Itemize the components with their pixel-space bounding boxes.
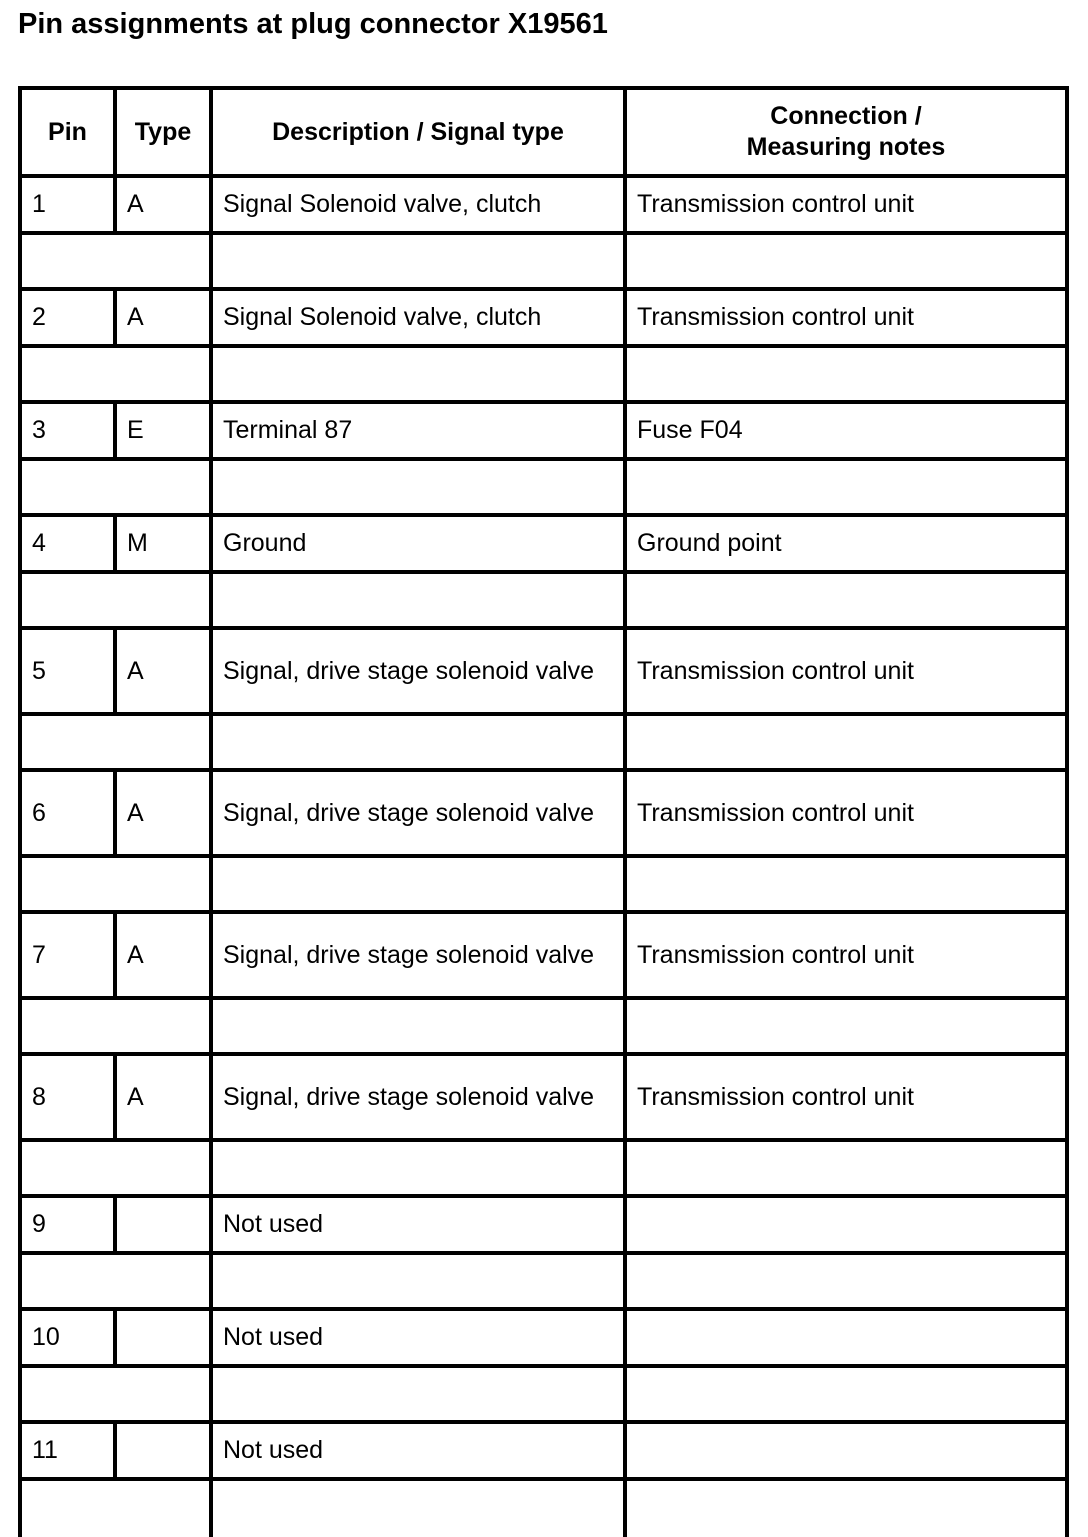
- cell-connection: Ground point: [625, 515, 1067, 572]
- spacer-cell: [625, 346, 1067, 402]
- cell-description: Not used: [211, 1422, 625, 1479]
- spacer-cell: [211, 856, 625, 912]
- spacer-row: [20, 1253, 1067, 1309]
- spacer-cell: [625, 998, 1067, 1054]
- spacer-cell: [211, 1253, 625, 1309]
- cell-connection: Transmission control unit: [625, 176, 1067, 233]
- spacer-cell: [625, 1366, 1067, 1422]
- spacer-cell: [20, 1140, 211, 1196]
- spacer-cell: [20, 1366, 211, 1422]
- spacer-cell: [20, 346, 211, 402]
- cell-type: A: [115, 289, 211, 346]
- spacer-cell: [211, 233, 625, 289]
- spacer-row: [20, 856, 1067, 912]
- cell-type: A: [115, 628, 211, 714]
- spacer-row: [20, 998, 1067, 1054]
- spacer-cell: [20, 459, 211, 515]
- spacer-cell: [625, 572, 1067, 628]
- cell-description: Signal, drive stage solenoid valve: [211, 1054, 625, 1140]
- cell-pin: 5: [20, 628, 115, 714]
- cell-description: Not used: [211, 1309, 625, 1366]
- cell-type: A: [115, 770, 211, 856]
- spacer-cell: [20, 1479, 211, 1537]
- cell-connection: [625, 1309, 1067, 1366]
- spacer-cell: [211, 714, 625, 770]
- spacer-cell: [211, 346, 625, 402]
- cell-type: A: [115, 912, 211, 998]
- cell-pin: 3: [20, 402, 115, 459]
- spacer-row: [20, 233, 1067, 289]
- table-row: [20, 176, 1067, 233]
- header-type: Type: [115, 88, 211, 176]
- header-connection: [625, 88, 1067, 176]
- table-row: [20, 628, 1067, 714]
- cell-type: A: [115, 176, 211, 233]
- spacer-cell: [211, 1479, 625, 1537]
- table-row: [20, 289, 1067, 346]
- cell-description: Signal Solenoid valve, clutch: [211, 289, 625, 346]
- page-title: Pin assignments at plug connector X19561: [18, 8, 608, 40]
- spacer-row: [20, 572, 1067, 628]
- cell-description: Signal, drive stage solenoid valve: [211, 770, 625, 856]
- pin-assignment-table: [18, 86, 1069, 1537]
- spacer-cell: [625, 459, 1067, 515]
- spacer-row: [20, 714, 1067, 770]
- cell-pin: 7: [20, 912, 115, 998]
- cell-type: M: [115, 515, 211, 572]
- spacer-cell: [625, 233, 1067, 289]
- cell-type: [115, 1309, 211, 1366]
- spacer-cell: [211, 998, 625, 1054]
- table-row: [20, 515, 1067, 572]
- cell-connection: [625, 1196, 1067, 1253]
- cell-description: Terminal 87: [211, 402, 625, 459]
- spacer-row: [20, 1479, 1067, 1537]
- spacer-cell: [625, 714, 1067, 770]
- cell-connection: Transmission control unit: [625, 912, 1067, 998]
- cell-pin: 10: [20, 1309, 115, 1366]
- cell-pin: 1: [20, 176, 115, 233]
- cell-pin: 2: [20, 289, 115, 346]
- cell-description: Ground: [211, 515, 625, 572]
- spacer-row: [20, 1366, 1067, 1422]
- spacer-row: [20, 459, 1067, 515]
- cell-connection: Transmission control unit: [625, 289, 1067, 346]
- cell-description: Signal Solenoid valve, clutch: [211, 176, 625, 233]
- table-row: [20, 402, 1067, 459]
- table-row: [20, 1422, 1067, 1479]
- cell-description: Signal, drive stage solenoid valve: [211, 912, 625, 998]
- cell-type: E: [115, 402, 211, 459]
- spacer-row: [20, 346, 1067, 402]
- spacer-cell: [20, 572, 211, 628]
- spacer-cell: [20, 998, 211, 1054]
- cell-description: Not used: [211, 1196, 625, 1253]
- cell-pin: 9: [20, 1196, 115, 1253]
- spacer-cell: [20, 233, 211, 289]
- spacer-cell: [625, 1479, 1067, 1537]
- cell-pin: 11: [20, 1422, 115, 1479]
- header-connection-label: Connection / Measuring notes: [746, 102, 946, 161]
- spacer-cell: [20, 1253, 211, 1309]
- cell-pin: 8: [20, 1054, 115, 1140]
- cell-connection: Fuse F04: [625, 402, 1067, 459]
- header-description: Description / Signal type: [211, 88, 625, 176]
- cell-type: [115, 1196, 211, 1253]
- spacer-cell: [625, 856, 1067, 912]
- header-pin: Pin: [20, 88, 115, 176]
- table-row: [20, 1054, 1067, 1140]
- cell-type: A: [115, 1054, 211, 1140]
- spacer-row: [20, 1140, 1067, 1196]
- cell-connection: Transmission control unit: [625, 628, 1067, 714]
- cell-connection: [625, 1422, 1067, 1479]
- spacer-cell: [211, 1366, 625, 1422]
- table-row: [20, 912, 1067, 998]
- cell-connection: Transmission control unit: [625, 1054, 1067, 1140]
- spacer-cell: [20, 856, 211, 912]
- spacer-cell: [211, 1140, 625, 1196]
- cell-description: Signal, drive stage solenoid valve: [211, 628, 625, 714]
- cell-connection: Transmission control unit: [625, 770, 1067, 856]
- cell-type: [115, 1422, 211, 1479]
- spacer-cell: [625, 1253, 1067, 1309]
- spacer-cell: [211, 459, 625, 515]
- cell-pin: 6: [20, 770, 115, 856]
- spacer-cell: [625, 1140, 1067, 1196]
- table-row: [20, 1196, 1067, 1253]
- table-row: [20, 770, 1067, 856]
- spacer-cell: [20, 714, 211, 770]
- table-row: [20, 1309, 1067, 1366]
- table-header-row: [20, 88, 1067, 176]
- spacer-cell: [211, 572, 625, 628]
- cell-pin: 4: [20, 515, 115, 572]
